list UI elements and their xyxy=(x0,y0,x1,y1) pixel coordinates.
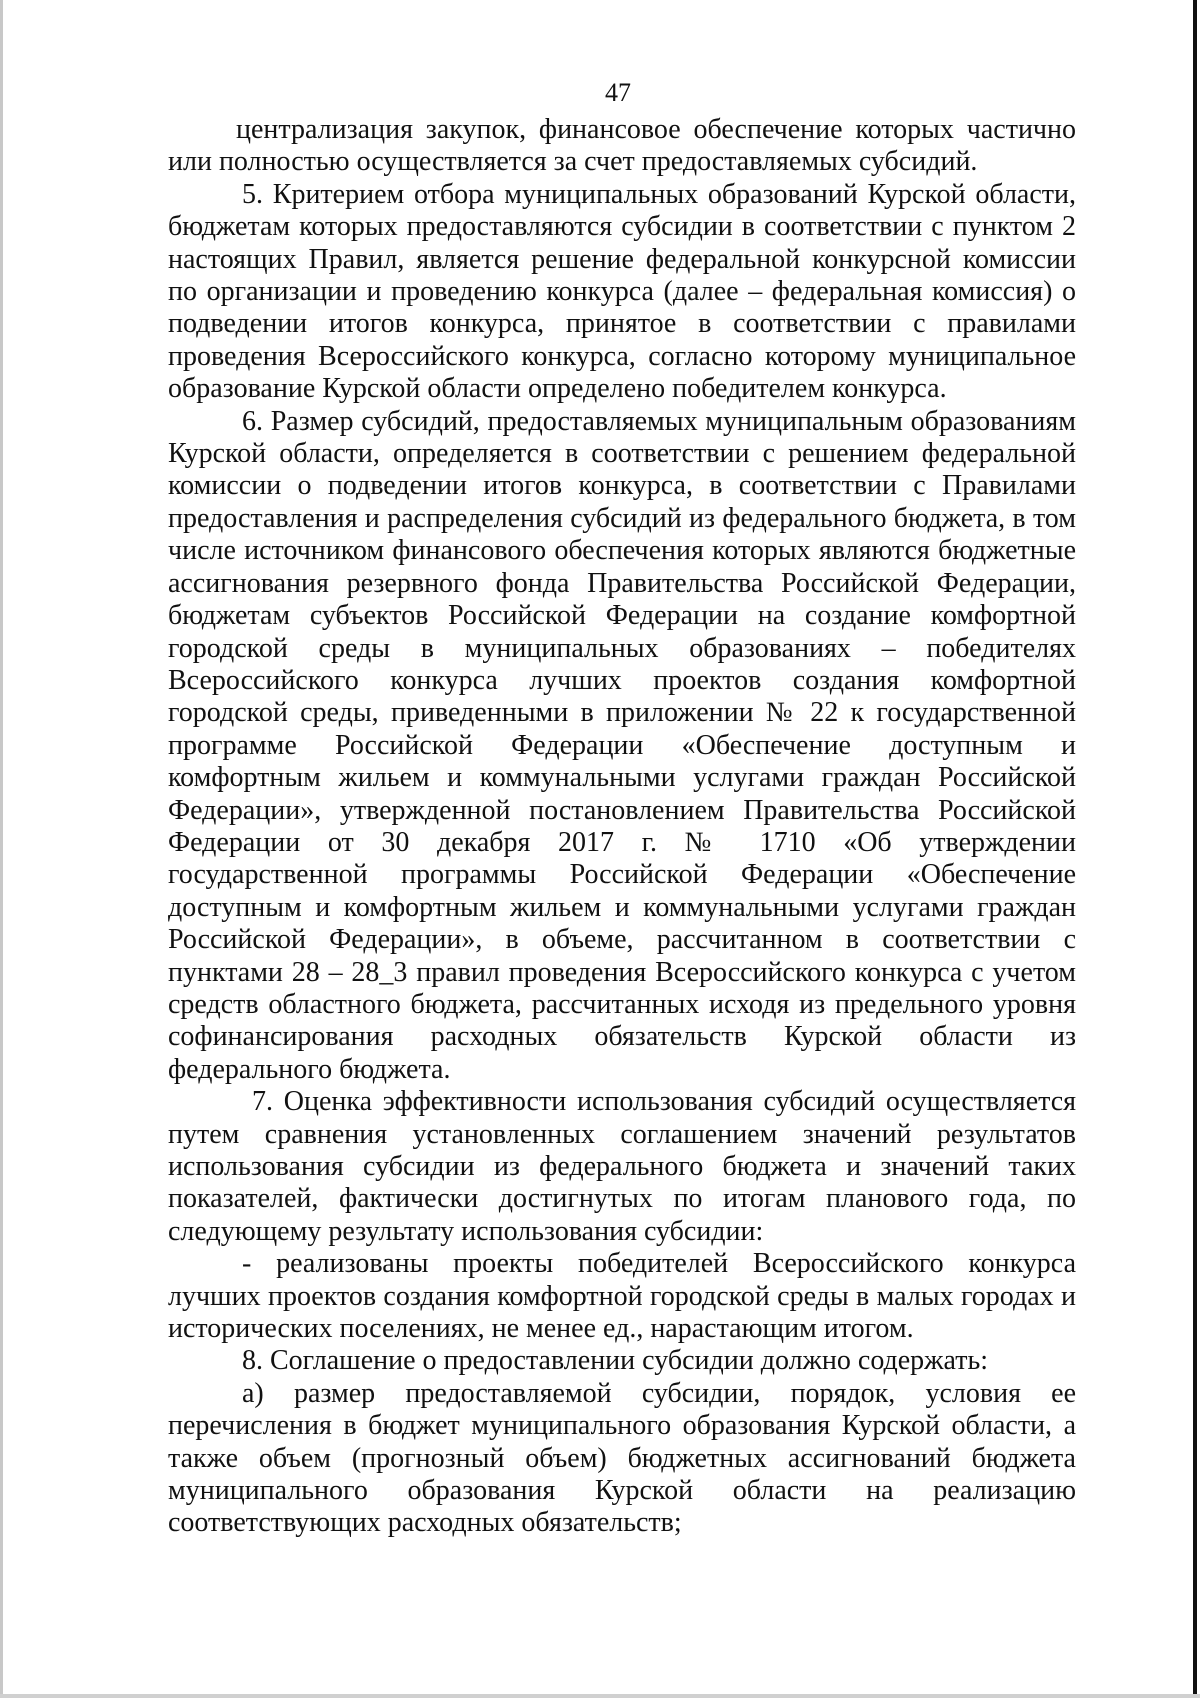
scan-edge-right xyxy=(1193,0,1197,1698)
paragraph-8-a: а) размер предоставляемой субсидии, порядок, условия ее перечисления в бюджет муниципального образования Курской области, а также объем (прогнозный объем) бюджетных ассигнований бюджета муниципального образования Курской области на реализацию соответствующих расходных обязательств; xyxy=(168,1377,1076,1539)
paragraph-7: 7. Оценка эффективности использования субсидий осуществляется путем сравнения установленных соглашением значений результатов использования субсидии из федерального бюджета и значений таких показателей, фактически достигнутых по итогам планового года, по следующему результату использования субсидии: xyxy=(168,1086,1076,1247)
page-number: 47 xyxy=(605,78,631,107)
scan-edge-bottom xyxy=(0,1694,1200,1698)
paragraph-continuation: централизация закупок, финансовое обеспечение которых частично или полностью осуществляется за счет предоставляемых субсидий. xyxy=(168,114,1076,178)
paragraph-6: 6. Размер субсидий, предоставляемых муниципальным образованиям Курской области, определяется в соответствии с решением федеральной комиссии о подведении итогов конкурса, в соответствии с Правилами предоставления и распределения субсидий из федерального бюджета, в том числе источником финансового обеспечения которых являются бюджетные ассигнования резервного фонда Правительства Российской Федерации, бюджетам субъектов Российской Федерации на создание комфортной городской среды в муниципальных образованиях – победителях Всероссийского конкурса лучших проектов создания комфортной городской среды, приведенными в приложении № 22 к государственной программе Российской Федерации «Обеспечение доступным и комфортным жильем и коммунальными услугами граждан Российской Федерации», утвержденной постановлением Правительства Российской Федерации от 30 декабря 2017 г. № 1710 «Об утверждении государственной программы Российской Федерации «Обеспечение доступным и комфортным жильем и коммунальными услугами граждан Российской Федерации», в объеме, рассчитанном в соответствии с пунктами 28 – 28_3 правил проведения Всероссийского конкурса с учетом средств областного бюджета, рассчитанных исходя из предельного уровня софинансирования расходных обязательств Курской области из федерального бюджета. xyxy=(168,405,1076,1085)
paragraph-8: 8. Соглашение о предоставлении субсидии должно содержать: xyxy=(242,1345,989,1377)
scan-edge-left xyxy=(0,0,3,1698)
paragraph-5: 5. Критерием отбора муниципальных образований Курской области, бюджетам которых предоставляются субсидии в соответствии с пунктом 2 настоящих Правил, является решение федеральной конкурсной комиссии по организации и проведению конкурса (далее – федеральная комиссия) о подведении итогов конкурса, принятое в соответствии с правилами проведения Всероссийского конкурса, согласно которому муниципальное образование Курской области определено победителем конкурса. xyxy=(168,178,1076,405)
paragraph-7-item: - реализованы проекты победителей Всероссийского конкурса лучших проектов создания комфортной городской среды в малых городах и исторических поселениях, не менее ед., нарастающим итогом. xyxy=(168,1248,1076,1345)
document-body xyxy=(168,114,1076,1540)
